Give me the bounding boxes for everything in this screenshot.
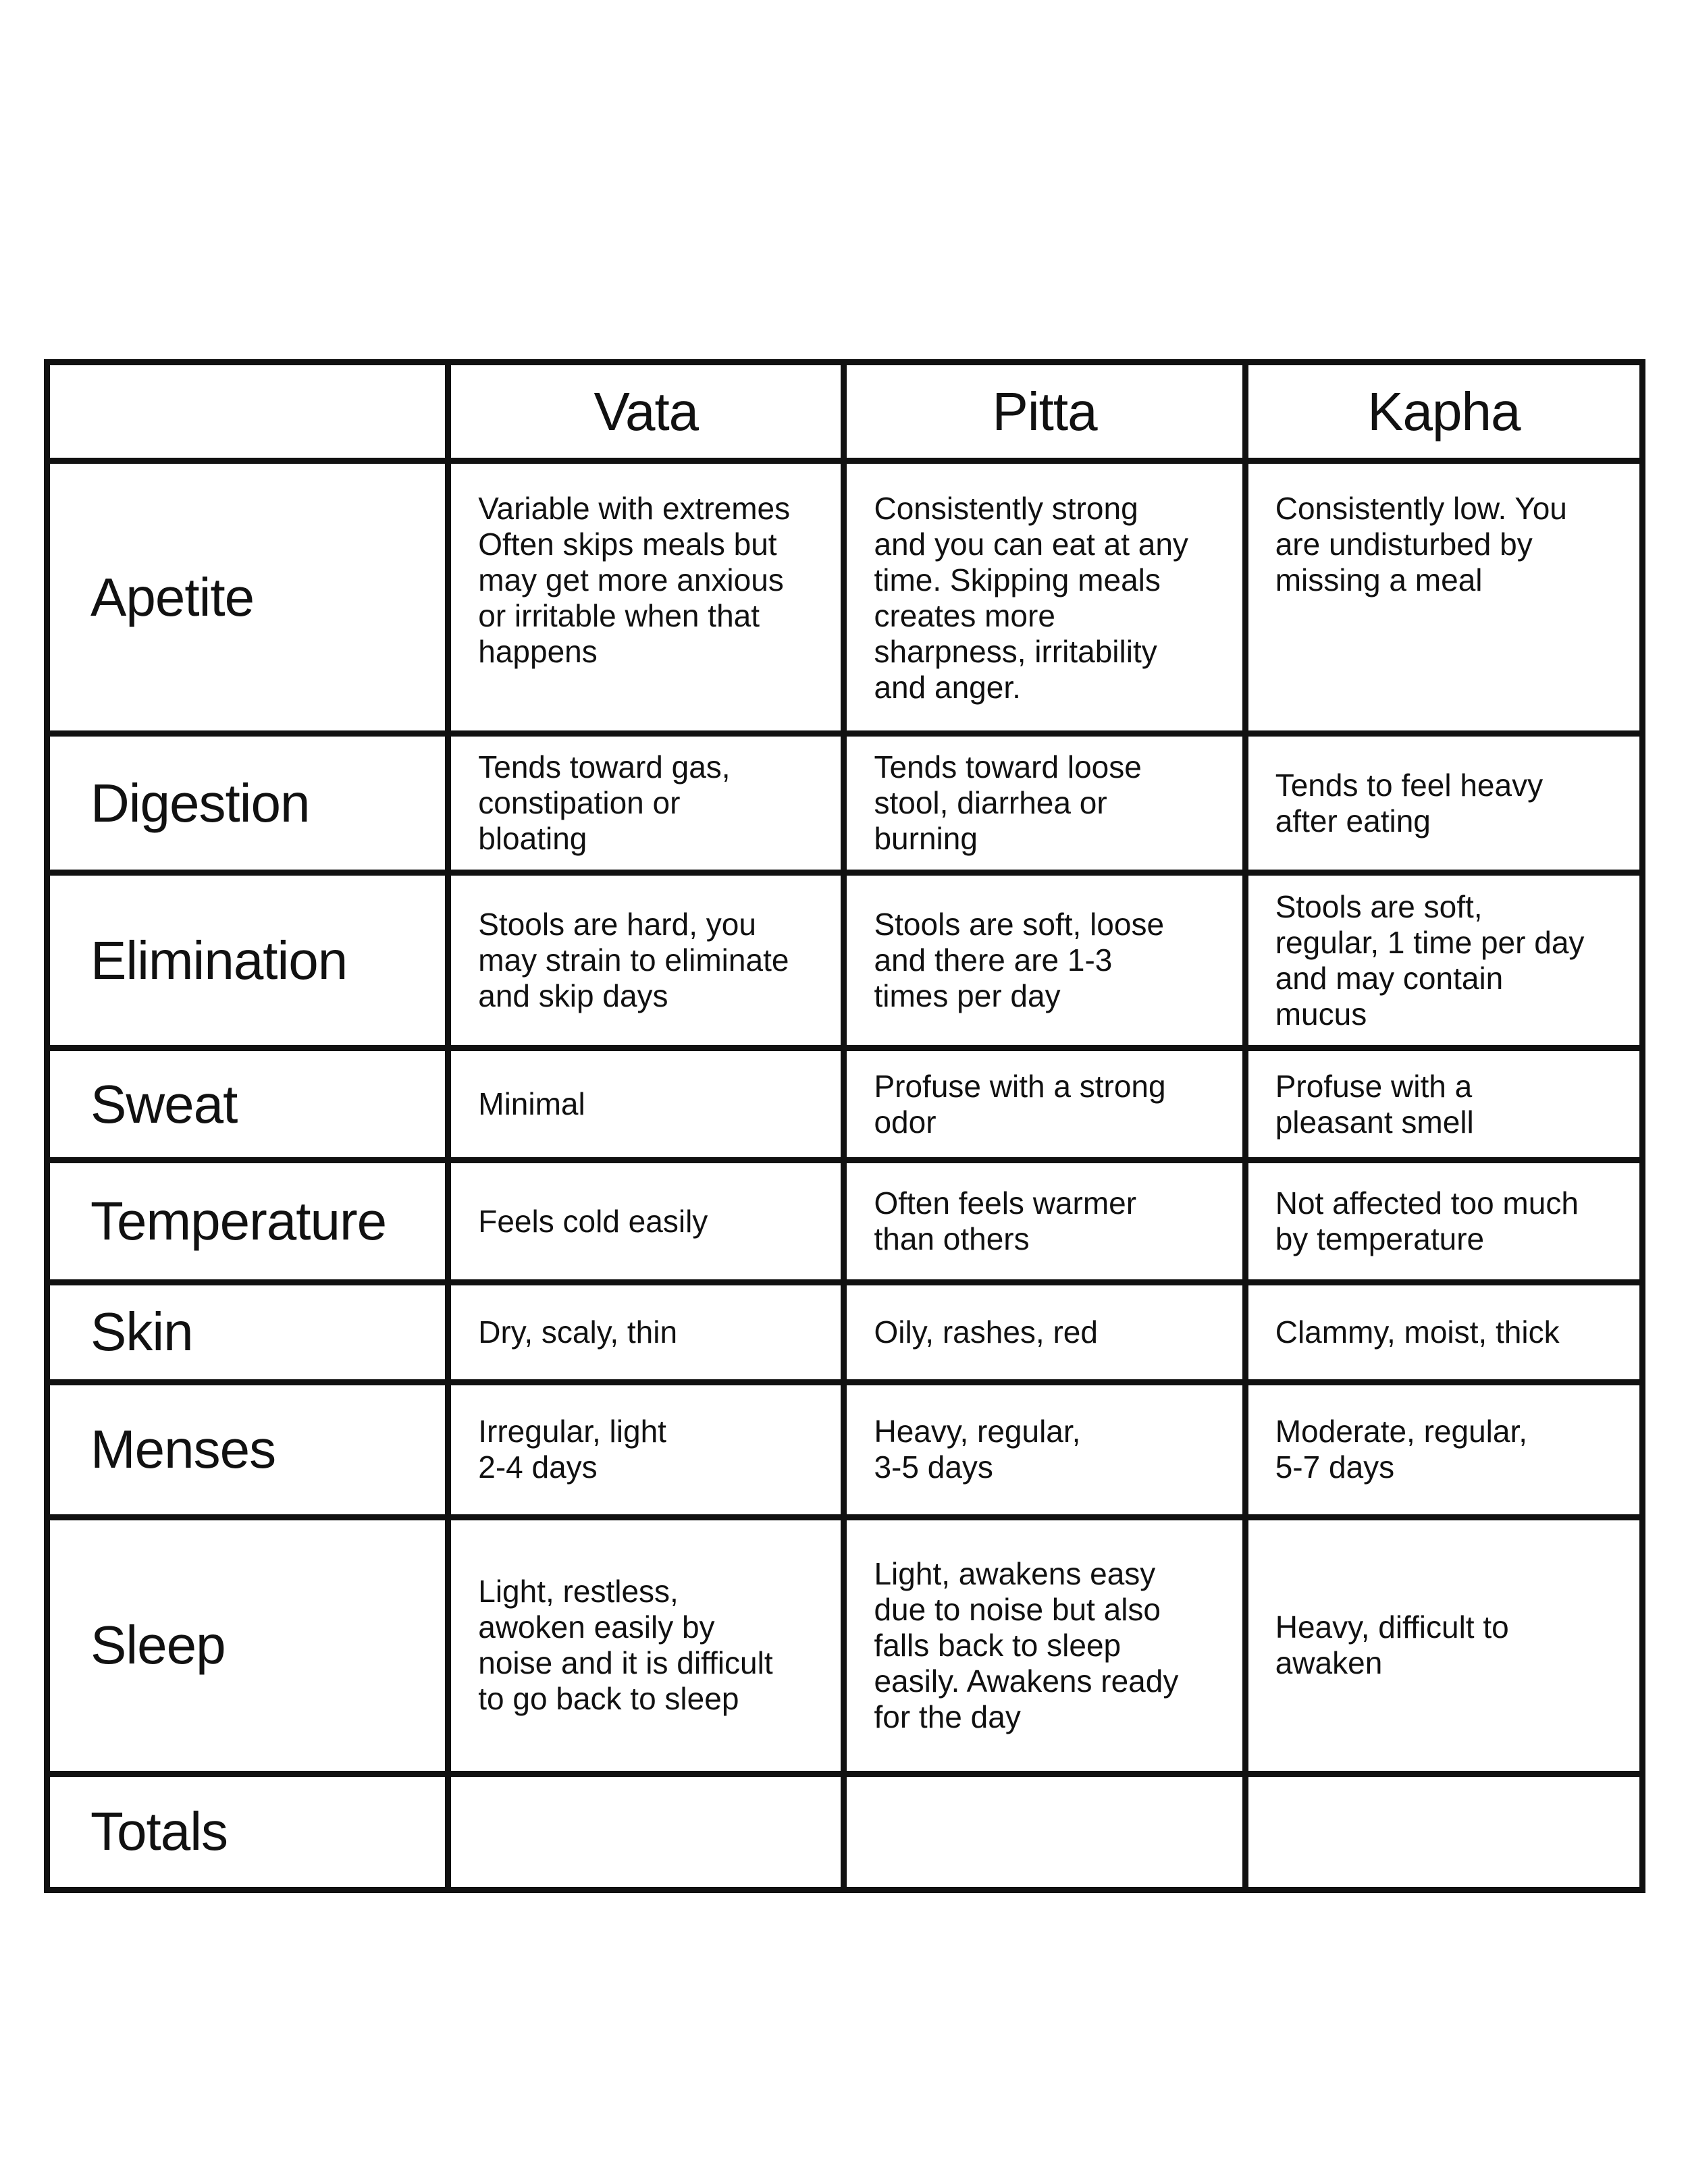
cell-text-line: burning [874, 821, 978, 857]
cell-temperature-kapha [1245, 1161, 1642, 1282]
cell-menses-vata [448, 1382, 844, 1517]
cell-text-line: Profuse with a strong [874, 1068, 1166, 1104]
cell-sweat-pitta [844, 1048, 1245, 1161]
cell-text-line: odor [874, 1104, 937, 1140]
header-vata: Vata [448, 363, 844, 461]
table-row-elimination [47, 873, 1643, 1048]
row-label-digestion: Digestion [47, 734, 448, 873]
row-label-sleep: Sleep [47, 1517, 448, 1774]
header-kapha: Kapha [1245, 363, 1642, 461]
cell-text-line: awaken [1275, 1645, 1383, 1681]
cell-elimination-kapha [1245, 873, 1642, 1048]
row-label-menses: Menses [47, 1382, 448, 1517]
cell-temperature-vata [448, 1161, 844, 1282]
cell-text-line: constipation or [478, 785, 681, 821]
cell-text-line: and there are 1-3 [874, 942, 1113, 978]
cell-text-line: Often skips meals but [478, 527, 777, 562]
cell-text-line: regular, 1 time per day [1275, 924, 1585, 960]
row-label-temperature: Temperature [47, 1161, 448, 1282]
cell-text-line: Light, awakens easy [874, 1555, 1156, 1591]
cell-sleep-vata [448, 1517, 844, 1774]
cell-text-line: Oily, rashes, red [874, 1314, 1098, 1350]
cell-totals-vata [448, 1774, 844, 1890]
cell-sleep-pitta [844, 1517, 1245, 1774]
cell-elimination-pitta [844, 873, 1245, 1048]
cell-text-line: Heavy, difficult to [1275, 1609, 1509, 1645]
cell-text-line: Irregular, light [478, 1414, 666, 1449]
cell-apetite-vata [448, 461, 844, 734]
cell-text-line: mucus [1275, 996, 1367, 1032]
cell-text-line: Moderate, regular, [1275, 1414, 1528, 1449]
cell-sleep-kapha [1245, 1517, 1642, 1774]
row-label-skin: Skin [47, 1282, 448, 1382]
cell-text-line: Stools are hard, you [478, 907, 756, 942]
cell-menses-pitta [844, 1382, 1245, 1517]
cell-text-line: awoken easily by [478, 1609, 715, 1645]
cell-text-line: may strain to eliminate [478, 942, 789, 978]
dosha-comparison-table [44, 359, 1645, 1893]
cell-text-line: Heavy, regular, [874, 1414, 1081, 1449]
cell-text-line: Tends toward loose [874, 749, 1142, 785]
row-label-totals: Totals [47, 1774, 448, 1890]
cell-sweat-vata [448, 1048, 844, 1161]
cell-apetite-kapha [1245, 461, 1642, 734]
cell-text-line: and anger. [874, 670, 1021, 705]
cell-text-line: Tends to feel heavy [1275, 767, 1544, 803]
cell-digestion-pitta [844, 734, 1245, 873]
cell-apetite-pitta [844, 461, 1245, 734]
cell-elimination-vata [448, 873, 844, 1048]
cell-text-line: Profuse with a [1275, 1068, 1473, 1104]
cell-text-line: 2-4 days [478, 1449, 598, 1485]
cell-text-line: due to noise but also [874, 1591, 1161, 1627]
table-header-row [47, 363, 1643, 461]
cell-sweat-kapha [1245, 1048, 1642, 1161]
cell-text-line: easily. Awakens ready [874, 1663, 1179, 1699]
cell-text-line: bloating [478, 821, 587, 857]
cell-text-line: noise and it is difficult [478, 1645, 773, 1681]
table-row-apetite [47, 461, 1643, 734]
cell-text-line: Not affected too much [1275, 1186, 1579, 1221]
cell-text-line: than others [874, 1221, 1030, 1256]
table-row-temperature [47, 1161, 1643, 1282]
cell-text-line: Feels cold easily [478, 1203, 708, 1239]
cell-text-line: Consistently strong [874, 491, 1138, 526]
cell-text-line: time. Skipping meals [874, 562, 1161, 597]
cell-text-line: are undisturbed by [1275, 527, 1533, 562]
row-label-sweat: Sweat [47, 1048, 448, 1161]
cell-text-line: Stools are soft, loose [874, 907, 1165, 942]
cell-text-line: Often feels warmer [874, 1186, 1137, 1221]
header-corner-cell [47, 363, 448, 461]
cell-text-line: pleasant smell [1275, 1104, 1474, 1140]
table-row-menses [47, 1382, 1643, 1517]
cell-totals-kapha [1245, 1774, 1642, 1890]
table-row-sleep [47, 1517, 1643, 1774]
cell-text-line: Tends toward gas, [478, 749, 731, 785]
cell-text-line: 5-7 days [1275, 1449, 1395, 1485]
table-row-skin [47, 1282, 1643, 1382]
cell-text-line: Variable with extremes [478, 491, 791, 526]
cell-text-line: or irritable when that [478, 598, 760, 633]
cell-digestion-kapha [1245, 734, 1642, 873]
cell-text-line: times per day [874, 978, 1061, 1014]
cell-text-line: happens [478, 634, 598, 669]
cell-temperature-pitta [844, 1161, 1245, 1282]
cell-text-line: Consistently low. You [1275, 491, 1567, 526]
cell-text-line: for the day [874, 1699, 1021, 1734]
cell-text-line: and may contain [1275, 960, 1504, 996]
cell-menses-kapha [1245, 1382, 1642, 1517]
table-row-digestion [47, 734, 1643, 873]
table-row-totals [47, 1774, 1643, 1890]
cell-skin-pitta [844, 1282, 1245, 1382]
cell-skin-kapha [1245, 1282, 1642, 1382]
cell-text-line: and you can eat at any [874, 527, 1188, 562]
cell-text-line: 3-5 days [874, 1449, 993, 1485]
cell-text-line: missing a meal [1275, 562, 1483, 597]
cell-text-line: Dry, scaly, thin [478, 1314, 678, 1350]
cell-text-line: sharpness, irritability [874, 634, 1157, 669]
cell-digestion-vata [448, 734, 844, 873]
cell-text-line: stool, diarrhea or [874, 785, 1107, 821]
cell-text-line: falls back to sleep [874, 1627, 1122, 1663]
row-label-apetite: Apetite [47, 461, 448, 734]
cell-text-line: Light, restless, [478, 1574, 679, 1609]
cell-text-line: and skip days [478, 978, 668, 1014]
cell-text-line: may get more anxious [478, 562, 784, 597]
cell-text-line: after eating [1275, 803, 1431, 838]
row-label-elimination: Elimination [47, 873, 448, 1048]
cell-totals-pitta [844, 1774, 1245, 1890]
table-row-sweat [47, 1048, 1643, 1161]
cell-text-line: by temperature [1275, 1221, 1485, 1256]
cell-skin-vata [448, 1282, 844, 1382]
cell-text-line: Clammy, moist, thick [1275, 1314, 1560, 1350]
header-pitta: Pitta [844, 363, 1245, 461]
cell-text-line: Minimal [478, 1086, 585, 1122]
cell-text-line: to go back to sleep [478, 1681, 739, 1717]
cell-text-line: Stools are soft, [1275, 888, 1483, 924]
cell-text-line: creates more [874, 598, 1055, 633]
